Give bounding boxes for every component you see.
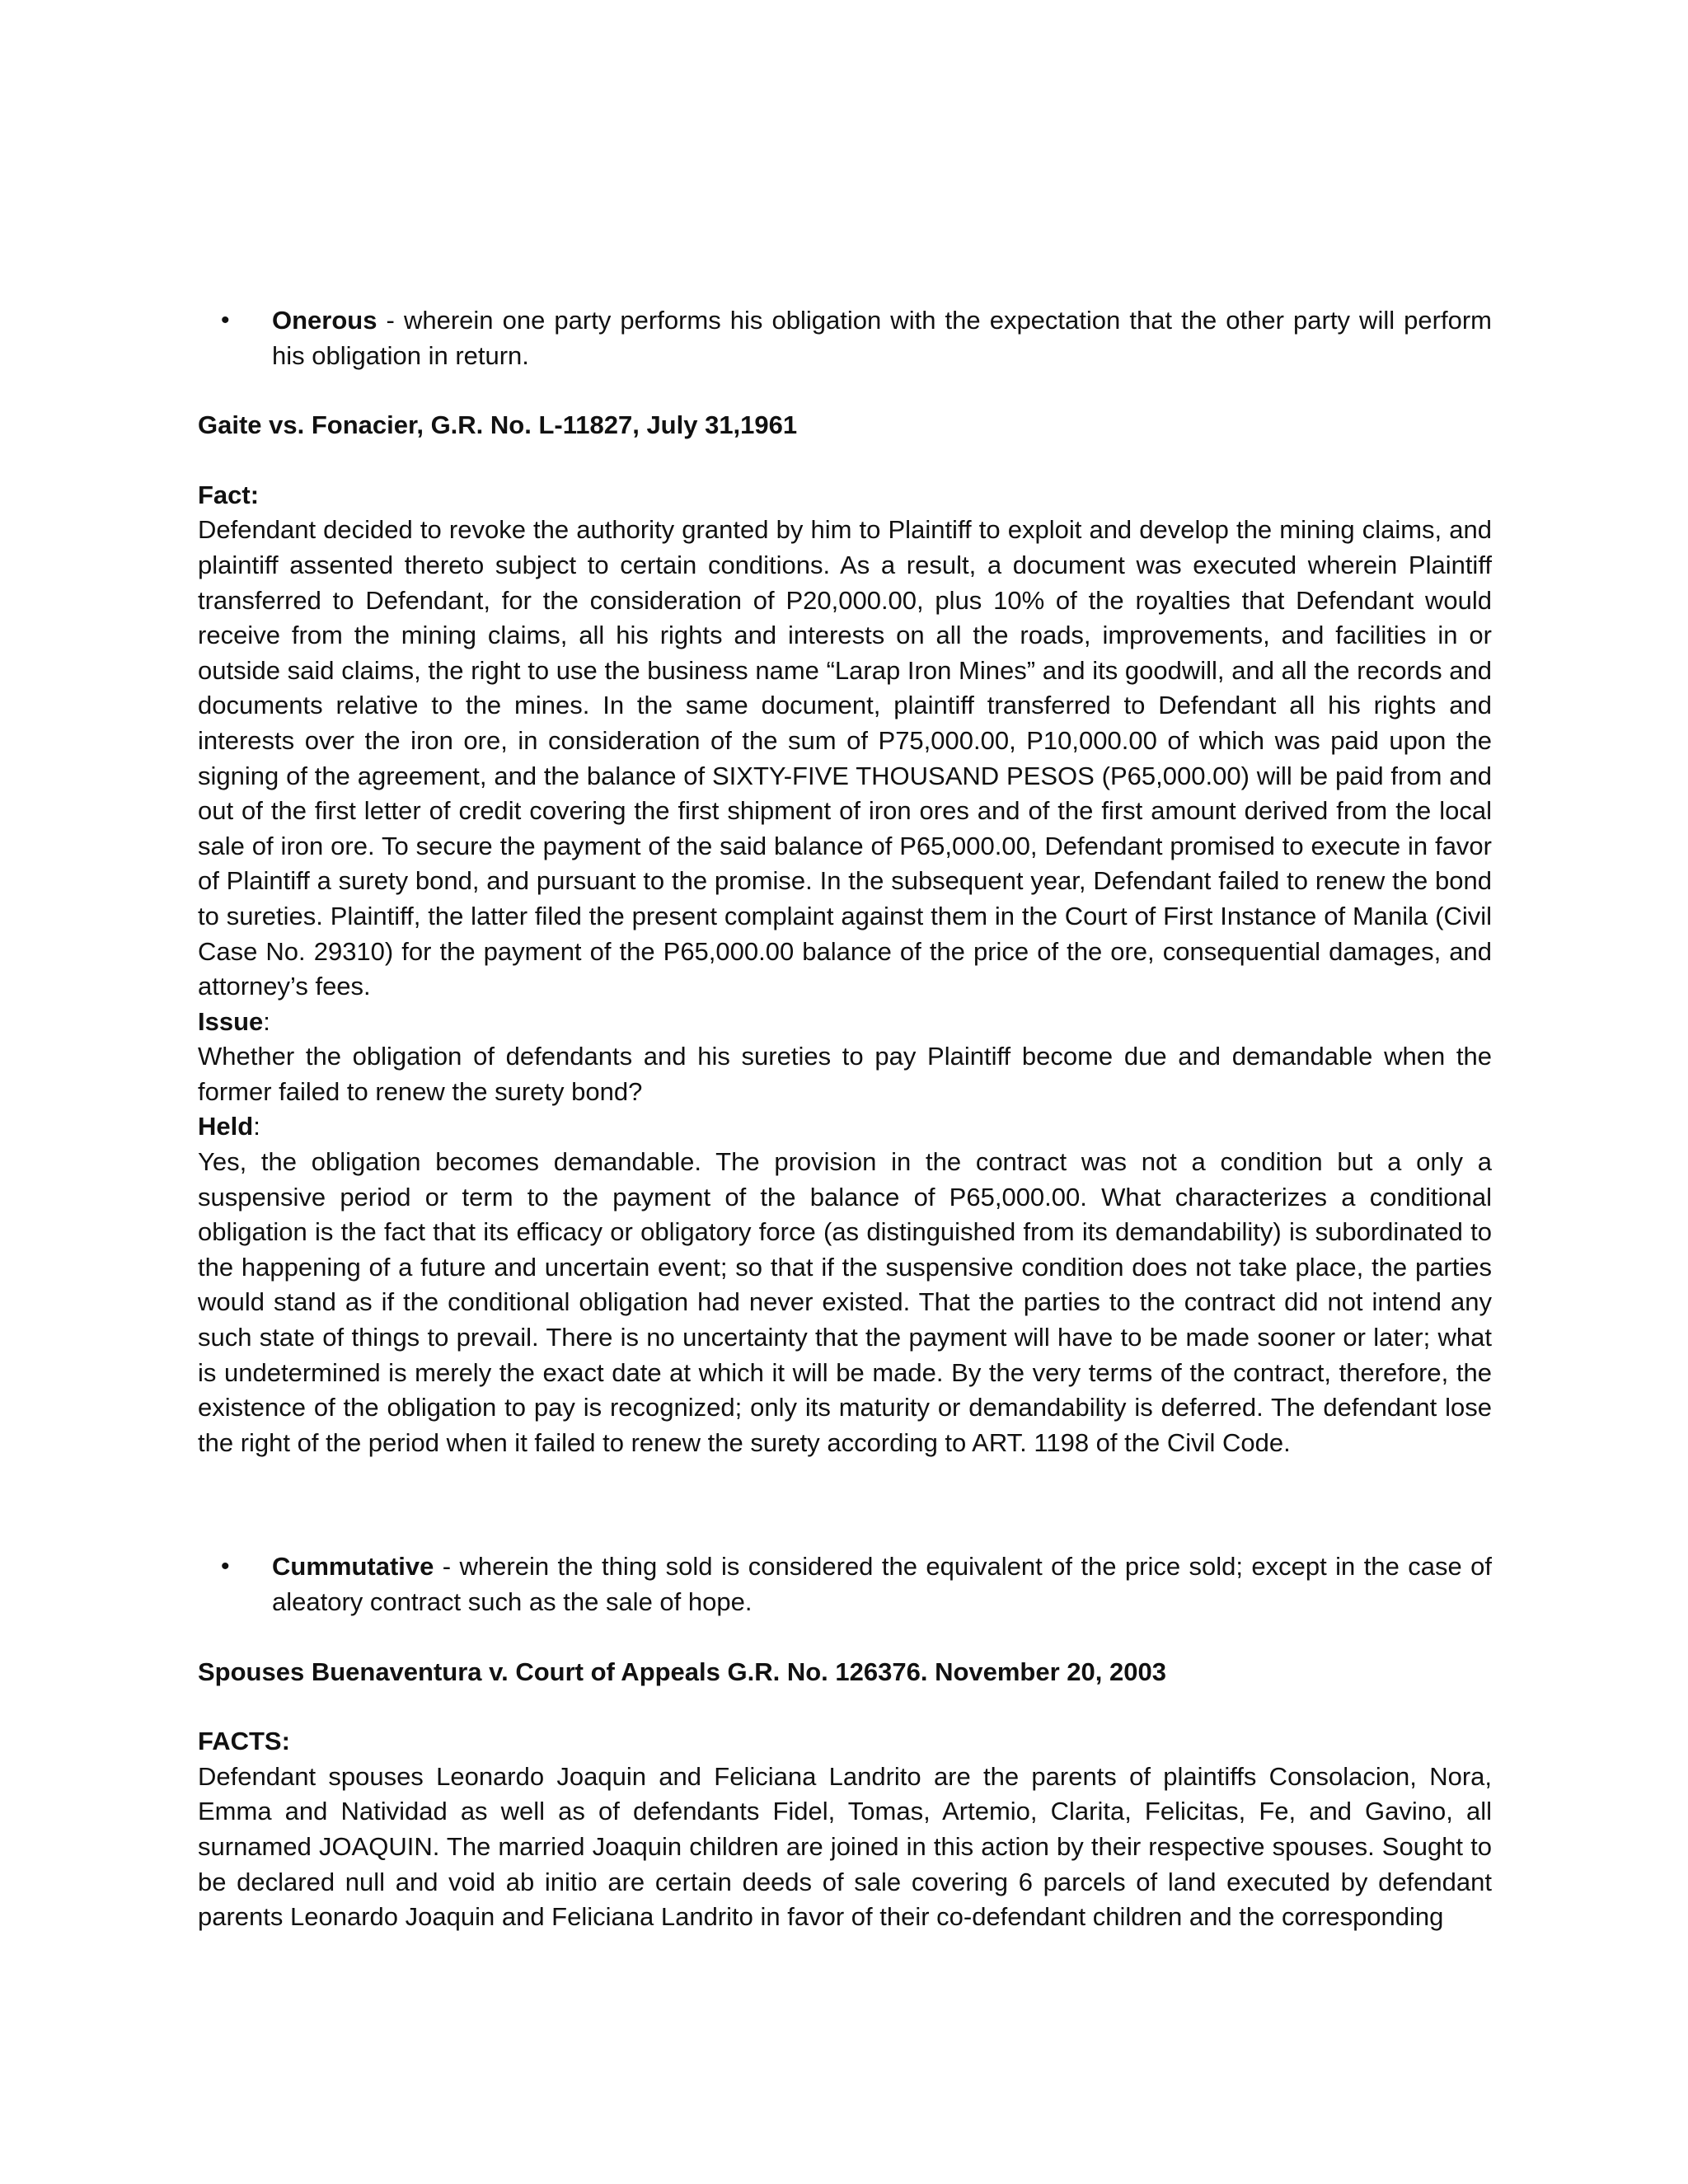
issue-paragraph: Whether the obligation of defendants and his sureties to pay Plaintiff become due and demandable when the former failed to renew the surety bond? <box>198 1042 1492 1106</box>
held-heading-line <box>198 1109 1492 1145</box>
issue-heading-line <box>198 1005 1492 1040</box>
held-paragraph: Yes, the obligation becomes demandable. The provision in the contract was not a condition but a only a suspensive period or term to the payment of the balance of P65,000.00. What characterizes a conditional obligation is the fact that its efficacy or obligatory force (as distinguished from its demandability) is subordinated to the happening of a future and uncertain event; so that if the suspensive condition does not take place, the parties would stand as if the conditional obligation had never existed. That the parties to the contract did not intend any such state of things to prevail. There is no uncertainty that the payment will have to be made sooner or later; what is undetermined is merely the exact date at which it will be made. By the very terms of the contract, therefore, the existence of the obligation to pay is recognized; only its maturity or demandability is deferred. The defendant lose the right of the period when it failed to renew the surety according to ART. 1198 of the Civil Code. <box>198 1147 1492 1457</box>
term-onerous: Onerous <box>272 306 377 335</box>
cummutative-definition: - wherein the thing sold is considered the equivalent of the price sold; except in the case of aleatory contract such as the sale of hope. <box>272 1552 1492 1616</box>
issue-heading: Issue <box>198 1006 264 1036</box>
held-colon: : <box>253 1112 260 1141</box>
bullet-item-onerous <box>198 303 1492 373</box>
fact-heading: Fact: <box>198 480 260 509</box>
bullet-icon: • <box>221 307 230 334</box>
case-title-gaite: Gaite vs. Fonacier, G.R. No. L-11827, July 31,1961 <box>198 410 798 440</box>
case-title-buenaventura: Spouses Buenaventura v. Court of Appeals G.R. No. 126376. November 20, 2003 <box>198 1657 1166 1686</box>
facts-paragraph: Defendant spouses Leonardo Joaquin and Feliciana Landrito are the parents of plaintiffs Consolacion, Nora, Emma and Natividad as well as of defendants Fidel, Tomas, Artemio, Clarita, Felicitas, Fe, and Gavino, all surnamed JOAQUIN. The married Joaquin children are joined in this action by their respective spouses. Sought to be declared null and void ab initio are certain deeds of sale covering 6 parcels of land executed by defendant parents Leonardo Joaquin and Feliciana Landrito in favor of their co-defendant children and the corresponding <box>198 1761 1492 1932</box>
issue-colon: : <box>263 1006 270 1036</box>
fact-paragraph: Defendant decided to revoke the authority granted by him to Plaintiff to exploit and develop the mining claims, and plaintiff assented thereto subject to certain conditions. As a result, a document was executed wherein Plaintiff transferred to Defendant, for the consideration of P20,000.00, plus 10% of the royalties that Defendant would receive from the mining claims, all his rights and interests on all the roads, improvements, and facilities in or outside said claims, the right to use the business name “Larap Iron Mines” and its goodwill, and all the records and documents relative to the mines. In the same document, plaintiff transferred to Defendant all his rights and interests over the iron ore, in consideration of the sum of P75,000.00, P10,000.00 of which was paid upon the signing of the agreement, and the balance of SIXTY-FIVE THOUSAND PESOS (P65,000.00) will be paid from and out of the first letter of credit covering the first shipment of iron ores and of the first amount derived from the local sale of iron ore. To secure the payment of the said balance of P65,000.00, Defendant promised to execute in favor of Plaintiff a surety bond, and pursuant to the promise. In the subsequent year, Defendant failed to renew the bond to sureties. Plaintiff, the latter filed the present complaint against them in the Court of First Instance of Manila (Civil Case No. 29310) for the payment of the P65,000.00 balance of the price of the ore, consequential damages, and attorney’s fees. <box>198 515 1492 1001</box>
term-cummutative: Cummutative <box>272 1552 434 1582</box>
held-heading: Held <box>198 1112 254 1141</box>
bullet-icon: • <box>221 1553 230 1581</box>
facts-heading: FACTS: <box>198 1727 290 1756</box>
document-page <box>198 303 1492 1935</box>
onerous-definition: - wherein one party performs his obligation with the expectation that the other party will perform his obligation in return. <box>272 306 1492 370</box>
bullet-item-cummutative <box>198 1549 1492 1619</box>
